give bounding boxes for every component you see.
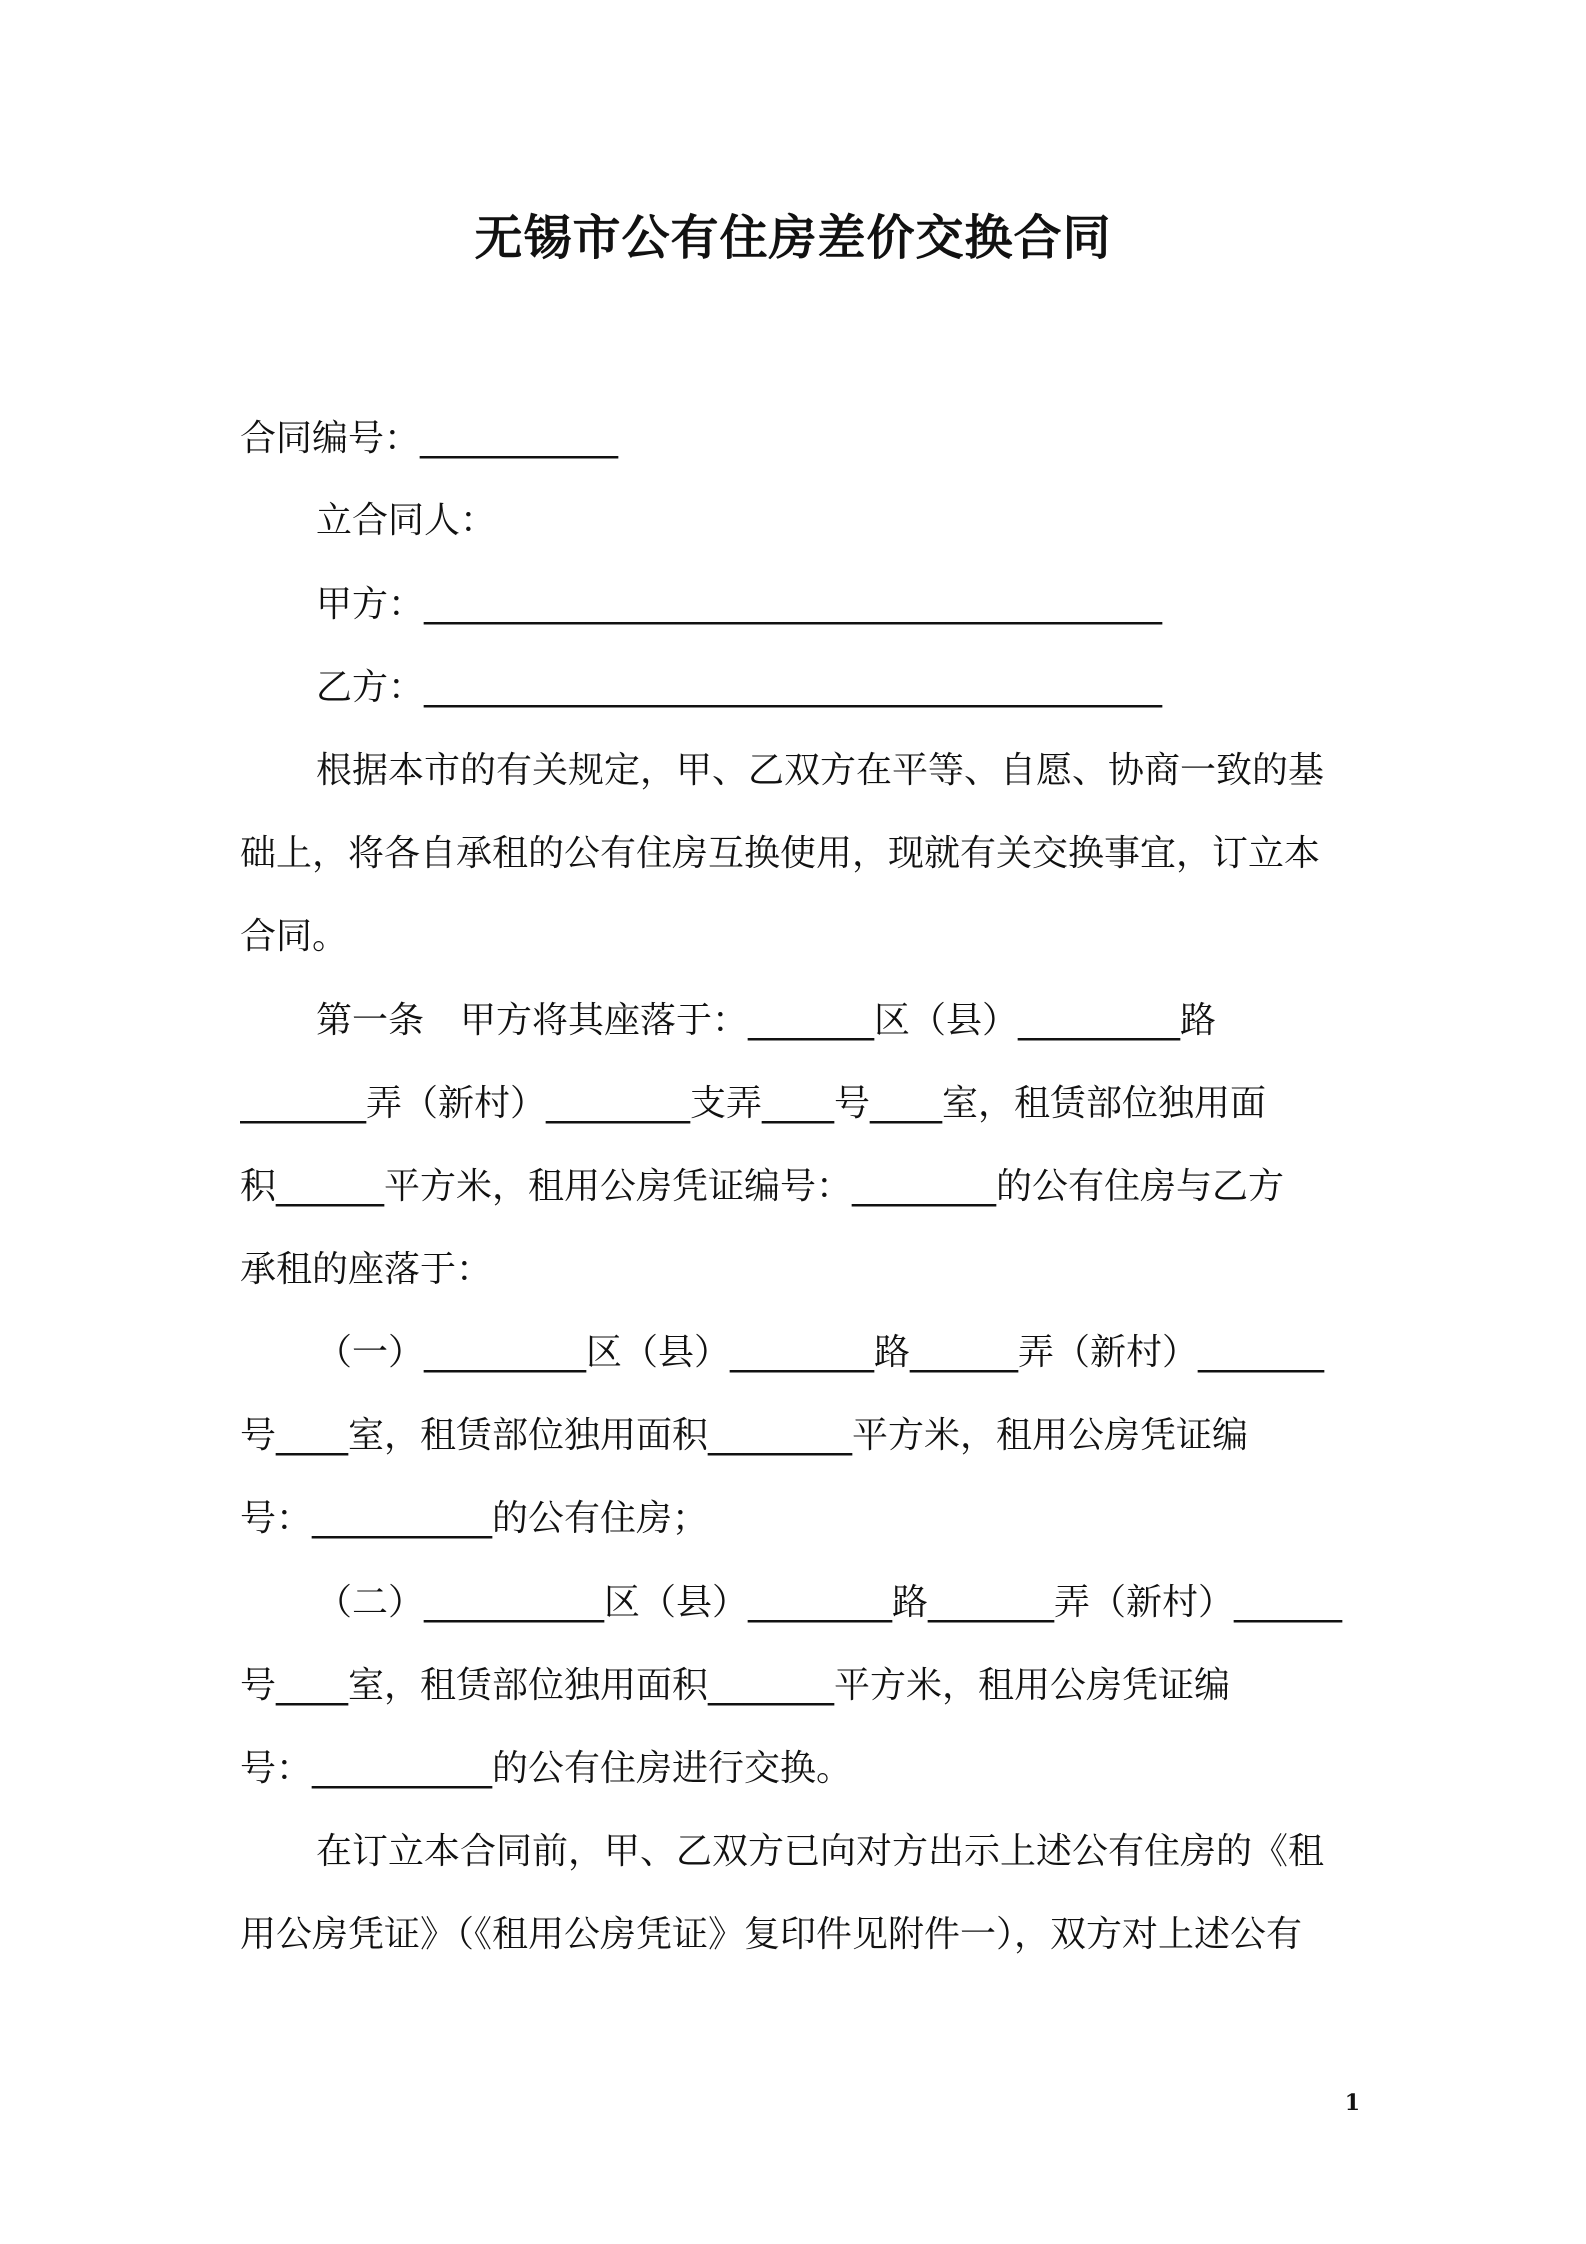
- contract-number-line: 合同编号：___________: [240, 418, 619, 459]
- preamble-line: 合同。: [240, 916, 349, 957]
- party-a-line: 甲方：_________________________________________: [316, 584, 1163, 625]
- article-one-line: 积______平方米，租用公房凭证编号：________的公有住房与乙方: [240, 1166, 1285, 1207]
- item-two-line: 号____室，租赁部位独用面积_______平方米，租用公房凭证编: [240, 1665, 1231, 1706]
- page-number: 1: [1344, 2090, 1360, 2116]
- party-b-line: 乙方：_________________________________________: [316, 667, 1163, 708]
- prior-disclosure-line: 用公房凭证》（《租用公房凭证》复印件见附件一），双方对上述公有: [240, 1914, 1303, 1955]
- item-one-line: 号____室，租赁部位独用面积________平方米，租用公房凭证编: [240, 1415, 1249, 1456]
- item-two-line: （二）__________区（县）________路_______弄（新村）______: [316, 1582, 1343, 1623]
- parties-heading: 立合同人：: [316, 500, 497, 541]
- article-one-line: _______弄（新村）________支弄____号____室，租赁部位独用面: [240, 1083, 1267, 1124]
- article-one-line: 承租的座落于：: [240, 1249, 493, 1290]
- preamble-line: 根据本市的有关规定，甲、乙双方在平等、自愿、协商一致的基: [316, 750, 1325, 791]
- document-title: 无锡市公有住房差价交换合同: [474, 210, 1112, 266]
- item-one-line: 号：__________的公有住房；: [240, 1498, 709, 1539]
- item-two-line: 号：__________的公有住房进行交换。: [240, 1748, 853, 1789]
- prior-disclosure-line: 在订立本合同前，甲、乙双方已向对方出示上述公有住房的《租: [316, 1831, 1325, 1872]
- article-one-line: 第一条 甲方将其座落于：_______区（县）_________路: [316, 1000, 1217, 1041]
- preamble-line: 础上，将各自承租的公有住房互换使用，现就有关交换事宜，订立本: [240, 833, 1321, 874]
- item-one-line: （一）_________区（县）________路______弄（新村）_______: [316, 1332, 1325, 1373]
